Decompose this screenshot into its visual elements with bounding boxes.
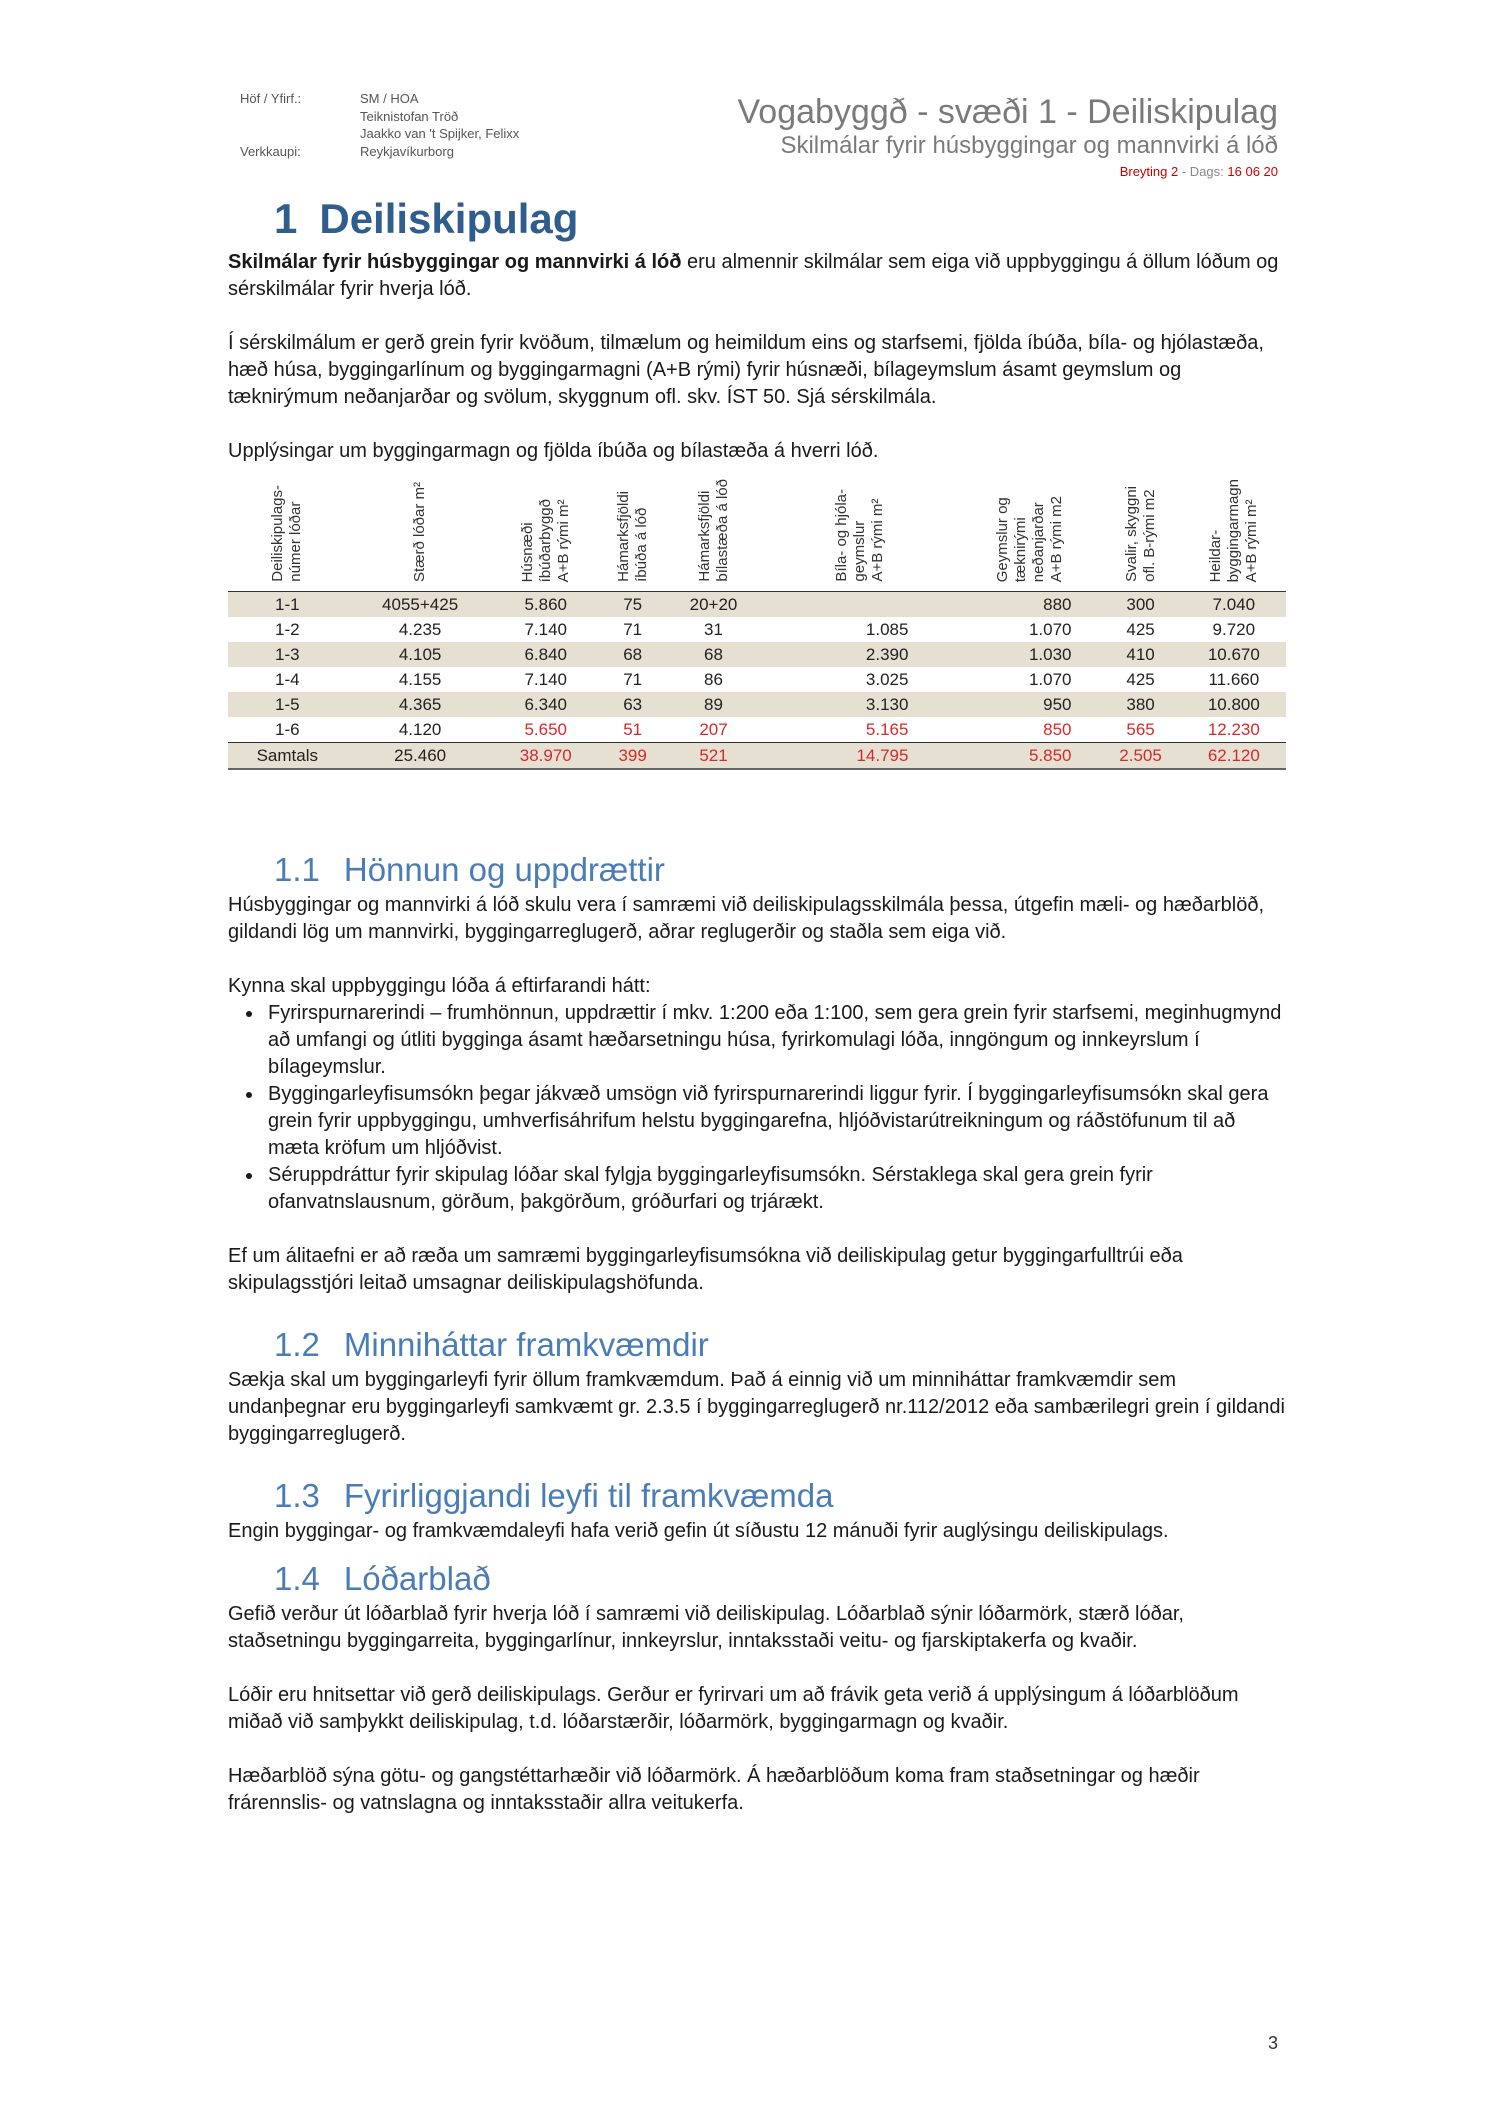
table-cell: 10.800	[1182, 692, 1286, 717]
table-cell: 1-4	[275, 669, 300, 689]
table-cell: 86	[704, 669, 723, 689]
intro-paragraph: Skilmálar fyrir húsbyggingar og mannvirki á lóð eru almennir skilmálar sem eiga við uppbyggingu á öllum lóðum og sérskilmálar fyrir hverja lóð.	[228, 251, 1279, 300]
s11-bullet-list	[228, 1000, 1286, 1216]
building-data-table	[228, 471, 1286, 770]
s14-paragraph-2: Lóðir eru hnitsettar við gerð deiliskipulags. Gerður er fyrirvari um að frávik geta verið á upplýsingum á lóðarblöðum miðað við samþykkt deiliskipulag, t.d. lóðarstærðir, lóðarmörk, byggingarmagn og kvaðir.	[228, 1684, 1239, 1733]
table-row	[228, 692, 1286, 717]
table-cell: 1-1	[228, 592, 347, 618]
table-cell: 25.460	[347, 743, 494, 770]
table-cell: Samtals	[228, 743, 347, 770]
table-cell: 5.850	[960, 743, 1099, 770]
table-cell: 51	[623, 719, 643, 739]
s13-paragraph-1: Engin byggingar- og framkvæmdaleyfi hafa verið gefin út síðustu 12 mánuði fyrir auglýsingu deiliskipulags.	[228, 1520, 1169, 1542]
s11-paragraph-1: Húsbyggingar og mannvirki á lóð skulu vera í samræmi við deiliskipulagsskilmála þessa, útgefin mæli- og hæðarblöð, gildandi lög um mannvirki, byggingarreglugerð, aðrar reglugerðir og staðla sem eiga við.	[228, 894, 1265, 943]
date-label: - Dags:	[1181, 164, 1224, 179]
table-cell: 10.670	[1182, 642, 1286, 667]
table-total-row	[228, 743, 1286, 770]
intro-bold: Skilmálar fyrir húsbyggingar og mannvirki á lóð	[228, 251, 682, 273]
table-cell: 4.155	[398, 669, 442, 689]
s11-paragraph-2: Kynna skal uppbyggingu lóða á eftirfarandi hátt:	[228, 975, 651, 997]
table-header-cell: Svalir, skyggni ofl. B-rými m2	[1100, 471, 1182, 592]
hof-value-1: SM / HOA	[360, 91, 419, 106]
table-cell: 4055+425	[347, 592, 494, 618]
table-header-cell: Deiliskipulags- númer lóðar	[228, 471, 347, 592]
table-body	[228, 592, 1286, 770]
table-cell: 38.970	[494, 743, 598, 770]
document-title: Vogabyggð - svæði 1 - Deiliskipulag	[737, 93, 1278, 131]
table-cell: 1-6	[275, 719, 300, 739]
header-meta	[240, 90, 519, 160]
table-cell: 425	[1126, 669, 1155, 689]
hof-value-2: Teiknistofan Tröð	[360, 108, 459, 124]
table-cell: 1-5	[228, 692, 347, 717]
table-cell: 7.040	[1182, 592, 1286, 618]
table-header-cell: Heildar- byggingarmagn A+B rými m²	[1182, 471, 1286, 592]
table-cell: 62.120	[1182, 743, 1286, 770]
table-row	[228, 617, 1286, 642]
section-1-4-heading: 1.4 Lóðarblað	[274, 1560, 491, 1597]
table-header-cell: Stærð lóðar m²	[347, 471, 494, 592]
table-cell: 63	[598, 692, 668, 717]
section-1-1-heading: 1.1 Hönnun og uppdrættir	[274, 851, 665, 888]
table-cell: 1.070	[1028, 669, 1072, 689]
table-cell: 5.650	[524, 719, 568, 739]
table-cell: 71	[623, 619, 643, 639]
verkkaupi-value: Reykjavíkurborg	[360, 143, 454, 159]
table-cell: 410	[1100, 642, 1182, 667]
s14-paragraph-1: Gefið verður út lóðarblað fyrir hverja lóð í samræmi við deiliskipulag. Lóðarblað sýnir lóðarmörk, stærð lóðar, staðsetningu byggingarreita, byggingarlínur, innkeyrslur, inntaksstaði veitu- og fjarskiptakerfa og kvaðir.	[228, 1603, 1184, 1652]
table-cell: 75	[598, 592, 668, 618]
s14-paragraph-3: Hæðarblöð sýna götu- og gangstéttarhæðir við lóðarmörk. Á hæðarblöðum koma fram staðsetningar og hæðir frárennslis- og vatnslagna og inntaksstaðir allra veitukerfa.	[228, 1765, 1200, 1814]
table-row	[228, 592, 1286, 618]
serskilmalar-paragraph: Í sérskilmálum er gerð grein fyrir kvöðum, tilmælum og heimildum eins og starfsemi, fjölda íbúða, bíla- og hjólastæða, hæð húsa, byggingarlínum og byggingarmagni (A+B rými) fyrir húsnæði, bílageymslum ásamt geymslum og tæknirýmum neðanjarðar og svölum, skyggnum ofl. skv. ÍST 50. Sjá sérskilmála.	[228, 332, 1264, 408]
table-cell: 14.795	[760, 743, 961, 770]
table-cell: 7.140	[524, 619, 568, 639]
table-cell: 3.025	[865, 669, 909, 689]
table-header-cell: Hámarksfjöldi íbúða á lóð	[598, 471, 668, 592]
table-cell: 1.085	[865, 619, 909, 639]
page-content	[228, 195, 1286, 1817]
table-cell: 399	[598, 743, 668, 770]
table-cell: 68	[598, 642, 668, 667]
table-cell: 880	[960, 592, 1099, 618]
table-cell: 565	[1126, 719, 1155, 739]
verkkaupi-label: Verkkaupi:	[240, 143, 301, 159]
table-cell: 1.030	[960, 642, 1099, 667]
s12-paragraph-1: Sækja skal um byggingarleyfi fyrir öllum framkvæmdum. Það á einnig við um minniháttar framkvæmdir sem undanþegnar eru byggingarleyfi samkvæmt gr. 2.3.5 í byggingarreglugerð nr.112/2012 eða sambærilegri grein í gildandi byggingarreglugerð.	[228, 1369, 1285, 1445]
page-number: 3	[1267, 2033, 1278, 2053]
document-subtitle: Skilmálar fyrir húsbyggingar og mannvirki á lóð	[780, 132, 1278, 159]
table-cell: 300	[1100, 592, 1182, 618]
table-cell: 71	[623, 669, 643, 689]
table-cell: 380	[1100, 692, 1182, 717]
table-cell: 2.505	[1100, 743, 1182, 770]
header-title-block	[737, 92, 1278, 179]
list-item: • Fyrirspurnarerindi – frumhönnun, uppdrættir í mkv. 1:200 eða 1:100, sem gera grein fyrir starfsemi, meginhugmynd að umfangi og útliti bygginga ásamt hæðarsetningu húsa, fyrirkomulagi lóða, inngöngum og innkeyrslum í bílageymslur.	[264, 1000, 1286, 1081]
table-cell: 850	[1043, 719, 1072, 739]
table-cell: 9.720	[1212, 619, 1256, 639]
section-1-heading: 1 Deiliskipulag	[274, 195, 579, 242]
table-cell: 1-3	[228, 642, 347, 667]
hof-label: Höf / Yfirf.:	[240, 91, 302, 106]
table-cell: 6.340	[494, 692, 598, 717]
table-header-cell: Hámarksfjöldi bílastæða á lóð	[667, 471, 759, 592]
revision-line	[737, 164, 1278, 179]
table-cell: 1.070	[1028, 619, 1072, 639]
table-cell: 950	[960, 692, 1099, 717]
table-header-cell: Bíla- og hjóla- geymslur A+B rými m²	[760, 471, 961, 592]
list-item: • Byggingarleyfisumsókn þegar jákvæð umsögn við fyrirspurnarerindi liggur fyrir. Í byggingarleyfisumsókn skal gera grein fyrir uppbyggingu, umhverfisáhrifum helstu byggingarefna, hljóðvistarútreikningum og ráðstöfunum til að mæta kröfum um hljóðvist.	[264, 1081, 1286, 1162]
table-row	[228, 667, 1286, 692]
table-cell: 207	[699, 719, 728, 739]
table-cell: 4.120	[398, 719, 442, 739]
table-header-cell: Geymslur og tæknirými neðanjarðar A+B rými m2	[960, 471, 1099, 592]
table-cell: 2.390	[760, 642, 961, 667]
table-cell: 5.165	[865, 719, 909, 739]
table-cell: 1-2	[275, 619, 300, 639]
list-item: • Séruppdráttur fyrir skipulag lóðar skal fylgja byggingarleyfisumsókn. Sérstaklega skal gera grein fyrir ofanvatnslausnum, görðum, þakgörðum, gróðurfari og trjárækt.	[264, 1162, 1286, 1216]
hof-value-3: Jaakko van 't Spijker, Felixx	[360, 126, 520, 141]
table-cell: 31	[704, 619, 723, 639]
section-1-2-heading: 1.2 Minniháttar framkvæmdir	[274, 1326, 709, 1363]
table-row	[228, 642, 1286, 667]
table-cell: 521	[667, 743, 759, 770]
table-cell: 4.365	[347, 692, 494, 717]
table-cell: 11.660	[1208, 669, 1260, 689]
revision: Breyting 2	[1119, 164, 1179, 179]
table-cell: 4.105	[347, 642, 494, 667]
table-cell: 3.130	[760, 692, 961, 717]
table-cell: 425	[1126, 619, 1155, 639]
table-header-cell: Húsnæði íbúðarbyggð A+B rými m²	[494, 471, 598, 592]
table-row	[228, 717, 1286, 743]
s11-paragraph-3: Ef um álitaefni er að ræða um samræmi byggingarleyfisumsókna við deiliskipulag getur byggingarfulltrúi eða skipulagsstjóri leitað umsagnar deiliskipulagshöfunda.	[228, 1245, 1183, 1294]
section-1-3-heading: 1.3 Fyrirliggjandi leyfi til framkvæmda	[274, 1477, 834, 1514]
date-value: 16 06 20	[1227, 164, 1278, 179]
table-caption: Upplýsingar um byggingarmagn og fjölda íbúða og bílastæða á hverri lóð.	[228, 440, 879, 462]
table-cell: 4.235	[398, 619, 442, 639]
table-cell: 20+20	[667, 592, 759, 618]
table-cell: 7.140	[524, 669, 568, 689]
table-cell: 12.230	[1207, 719, 1260, 739]
table-cell: 68	[667, 642, 759, 667]
table-header-row	[228, 471, 1286, 592]
table-cell: 6.840	[494, 642, 598, 667]
table-cell: 5.860	[494, 592, 598, 618]
table-cell: 89	[667, 692, 759, 717]
table-cell	[760, 592, 961, 618]
